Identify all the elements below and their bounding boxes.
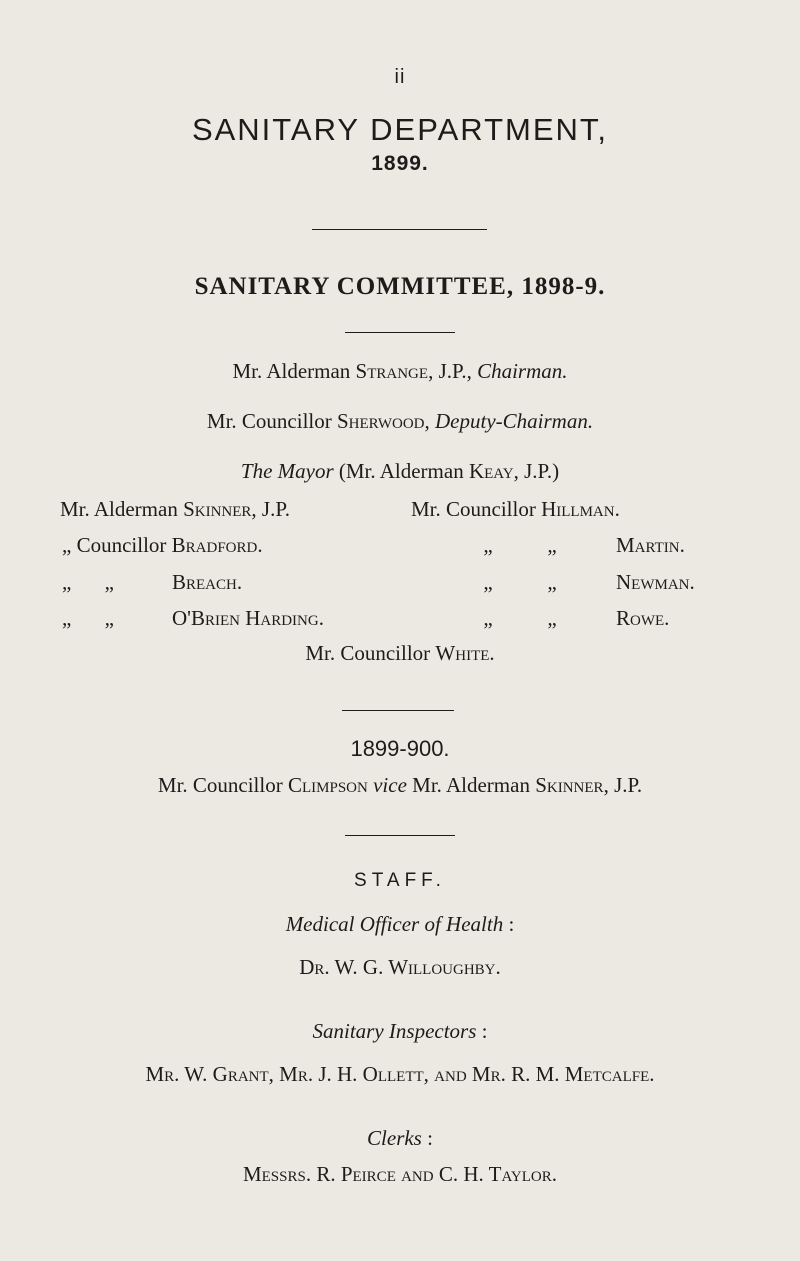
inspectors-names: Mr. W. Grant, Mr. J. H. Ollett, and Mr. R. M. Metcalfe. — [145, 1062, 655, 1086]
member-left-2 — [62, 533, 263, 558]
deputy-line — [0, 409, 800, 434]
mayor-line — [0, 459, 800, 484]
clerks-label: Clerks — [367, 1126, 422, 1150]
member-last — [0, 641, 800, 666]
member-left-4 — [62, 606, 324, 631]
chairman-suffix: , J.P., — [428, 359, 478, 383]
member-name: Skinner — [183, 497, 252, 521]
chairman-prefix: Mr. Alderman — [232, 359, 356, 383]
member-name: Hillman. — [541, 497, 620, 521]
department-heading: SANITARY DEPARTMENT, — [191, 112, 609, 147]
deputy-name: Sherwood — [337, 409, 425, 433]
member-right-3 — [468, 570, 695, 595]
deputy-role: Deputy-Chairman. — [435, 409, 594, 433]
chairman-line — [0, 359, 800, 384]
change-name: Climpson — [287, 773, 368, 797]
staff-heading: STAFF. — [354, 870, 446, 891]
ditto-mark: „ — [483, 606, 493, 630]
change-middle: Mr. Alderman — [412, 773, 536, 797]
medical-label-line — [0, 912, 800, 937]
clerks-names: Messrs. R. Peirce and C. H. Taylor. — [242, 1162, 558, 1186]
member-right-2 — [468, 533, 685, 558]
medical-label: Medical Officer of Health — [285, 912, 504, 936]
member-left-3 — [62, 570, 242, 595]
mayor-name: Keay — [468, 459, 514, 483]
member-prefix: „ „ — [62, 570, 114, 594]
divider-rule — [342, 710, 454, 711]
member-name: Newman. — [616, 570, 695, 594]
member-prefix: Mr. Councillor — [411, 497, 542, 521]
ditto-mark: „ — [547, 606, 557, 630]
member-left-1 — [60, 497, 290, 522]
change-prefix: Mr. Councillor — [157, 773, 288, 797]
page-number: ii — [394, 66, 406, 88]
ditto-mark: „ — [547, 533, 557, 557]
change-line — [0, 773, 800, 798]
year2-heading: 1899-900. — [350, 736, 450, 761]
vice-word: vice — [367, 773, 413, 797]
member-name: Martin. — [616, 533, 685, 557]
member-suffix: , J.P. — [251, 497, 290, 521]
member-prefix: Mr. Councillor — [305, 641, 436, 665]
member-name: O'Brien Harding. — [172, 606, 324, 630]
deputy-prefix: Mr. Councillor — [206, 409, 337, 433]
clerks-label-line — [0, 1126, 800, 1151]
divider-rule — [345, 835, 455, 836]
divider-rule — [345, 332, 455, 333]
member-name: Bradford. — [171, 533, 263, 557]
member-prefix: „ Councillor — [62, 533, 172, 557]
deputy-suffix: , — [424, 409, 436, 433]
committee-heading: SANITARY COMMITTEE, 1898-9. — [194, 273, 606, 300]
member-prefix: Mr. Alderman — [60, 497, 184, 521]
ditto-mark: „ — [483, 570, 493, 594]
medical-officer-name: Dr. W. G. Willoughby. — [299, 955, 501, 979]
member-right-4 — [468, 606, 669, 631]
mayor-suffix: , J.P.) — [513, 459, 560, 483]
divider-rule — [312, 229, 487, 230]
label-colon: : — [503, 912, 515, 936]
label-colon: : — [421, 1126, 433, 1150]
chairman-name: Strange — [355, 359, 429, 383]
ditto-mark: „ — [547, 570, 557, 594]
member-right-1 — [411, 497, 620, 522]
member-prefix: „ „ — [62, 606, 114, 630]
member-name: Breach. — [172, 570, 243, 594]
label-colon: : — [476, 1019, 488, 1043]
ditto-mark: „ — [483, 533, 493, 557]
chairman-role: Chairman. — [477, 359, 568, 383]
change-suffix: , J.P. — [603, 773, 643, 797]
year-heading: 1899. — [371, 152, 429, 175]
change-name2: Skinner — [535, 773, 604, 797]
inspectors-label: Sanitary Inspectors — [312, 1019, 477, 1043]
member-name: White. — [435, 641, 495, 665]
member-name: Rowe. — [616, 606, 670, 630]
mayor-title: The Mayor — [240, 459, 334, 483]
mayor-prefix: (Mr. Alderman — [333, 459, 469, 483]
inspectors-label-line — [0, 1019, 800, 1044]
